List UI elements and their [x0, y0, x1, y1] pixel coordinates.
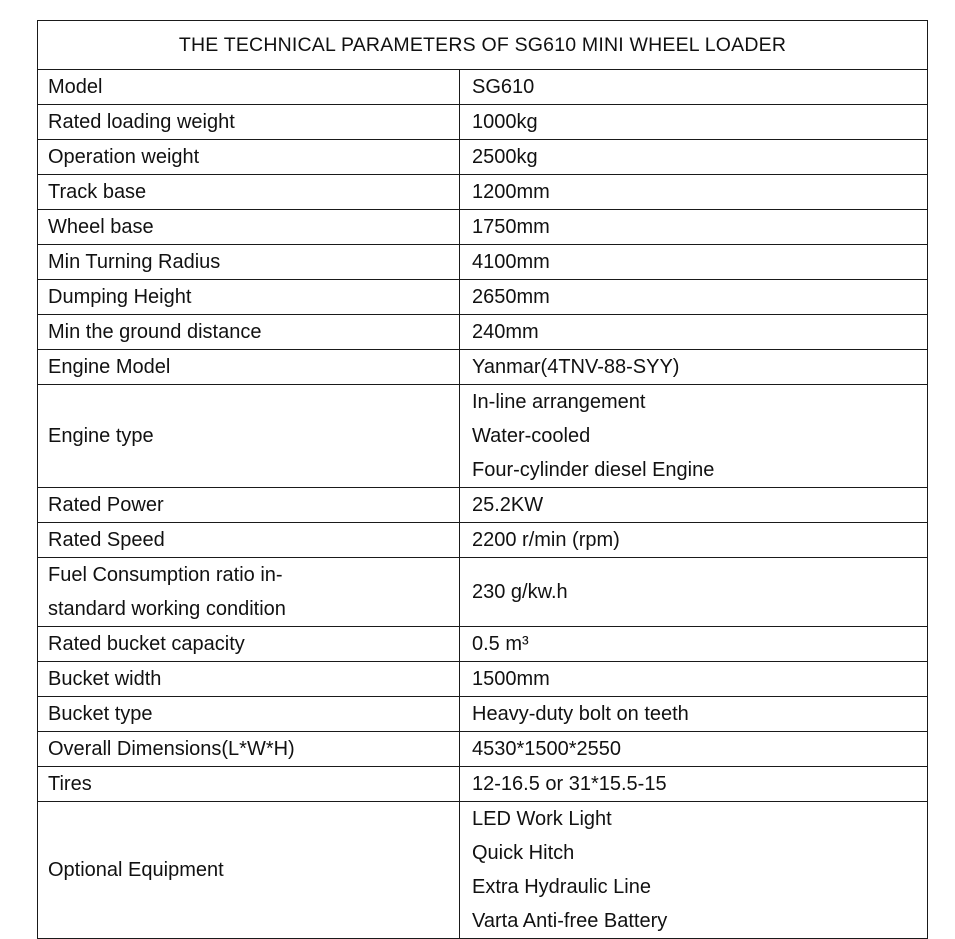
- table-row: [38, 488, 928, 523]
- parameter-label-cell: [38, 767, 460, 802]
- parameter-label-cell: [38, 280, 460, 315]
- parameter-value-cell: [460, 315, 928, 350]
- parameter-value-cell: [460, 280, 928, 315]
- table-row: [38, 175, 928, 210]
- parameter-value-cell: [460, 175, 928, 210]
- parameter-value-cell: [460, 558, 928, 627]
- parameter-value: LED Work Light: [472, 808, 612, 830]
- table-row: [38, 140, 928, 175]
- table-title: THE TECHNICAL PARAMETERS OF SG610 MINI WHEEL LOADER: [38, 21, 928, 70]
- parameter-label: Rated bucket capacity: [48, 633, 245, 655]
- parameter-label-cell: [38, 802, 460, 939]
- parameter-value: 2200 r/min (rpm): [472, 529, 620, 551]
- table-row: [38, 245, 928, 280]
- parameter-value-cell: [460, 767, 928, 802]
- parameter-label-cell: [38, 175, 460, 210]
- parameter-value-cell: [460, 627, 928, 662]
- parameter-label: Track base: [48, 181, 147, 203]
- parameter-value-cell: [460, 488, 928, 523]
- parameter-label: Dumping Height: [48, 286, 192, 308]
- table-row: [38, 697, 928, 732]
- spec-table-body: [38, 21, 928, 939]
- parameter-label: Bucket width: [48, 668, 162, 690]
- parameter-value: Yanmar(4TNV-88-SYY): [472, 356, 680, 378]
- parameter-label: Min Turning Radius: [48, 251, 221, 273]
- parameter-value: 25.2KW: [472, 494, 544, 516]
- parameter-label-cell: [38, 732, 460, 767]
- parameter-label-cell: [38, 70, 460, 105]
- parameter-value: Varta Anti-free Battery: [472, 910, 668, 932]
- parameter-value-cell: [460, 523, 928, 558]
- parameter-value: 2650mm: [472, 286, 550, 308]
- table-row: [38, 105, 928, 140]
- parameter-label-cell: [38, 662, 460, 697]
- parameter-value: 1750mm: [472, 216, 550, 238]
- parameter-label: Rated loading weight: [48, 111, 235, 133]
- parameter-value: 1000kg: [472, 111, 538, 133]
- parameter-value: Water-cooled: [472, 425, 591, 447]
- parameter-label-cell: [38, 385, 460, 488]
- parameter-value: 1200mm: [472, 181, 550, 203]
- table-row: [38, 385, 928, 488]
- parameter-value: Heavy-duty bolt on teeth: [472, 703, 689, 725]
- parameter-label-cell: [38, 210, 460, 245]
- parameter-value-cell: [460, 70, 928, 105]
- parameter-label-cell: [38, 488, 460, 523]
- parameter-value: 4530*1500*2550: [472, 738, 622, 760]
- parameter-label: Model: [48, 76, 103, 98]
- parameter-label: Engine Model: [48, 356, 171, 378]
- parameter-label: Min the ground distance: [48, 321, 262, 343]
- parameter-value: 4100mm: [472, 251, 550, 273]
- table-row: [38, 315, 928, 350]
- parameter-value: Extra Hydraulic Line: [472, 876, 651, 898]
- table-row: [38, 210, 928, 245]
- parameter-label: Fuel Consumption ratio in-: [48, 564, 283, 586]
- parameter-label-cell: [38, 315, 460, 350]
- table-row: [38, 558, 928, 627]
- table-row: [38, 627, 928, 662]
- parameter-label-cell: [38, 627, 460, 662]
- parameter-label: Overall Dimensions(L*W*H): [48, 738, 295, 760]
- parameter-label-cell: [38, 140, 460, 175]
- parameter-label-cell: [38, 558, 460, 627]
- parameter-label: Operation weight: [48, 146, 200, 168]
- table-row: [38, 662, 928, 697]
- parameter-value: SG610: [472, 76, 535, 98]
- parameter-label-cell: [38, 105, 460, 140]
- parameter-value: 240mm: [472, 321, 539, 343]
- parameter-value: In-line arrangement: [472, 391, 646, 413]
- parameter-label-cell: [38, 697, 460, 732]
- table-row: [38, 732, 928, 767]
- parameter-value-cell: [460, 210, 928, 245]
- table-row: [38, 767, 928, 802]
- parameter-label: Tires: [48, 773, 92, 795]
- parameter-value: Quick Hitch: [472, 842, 575, 864]
- parameter-value-cell: [460, 140, 928, 175]
- parameter-value-cell: [460, 802, 928, 939]
- table-row: [38, 523, 928, 558]
- parameter-label: Wheel base: [48, 216, 154, 238]
- parameter-value: 230 g/kw.h: [472, 581, 568, 603]
- parameter-label: standard working condition: [48, 598, 286, 620]
- parameter-label-cell: [38, 245, 460, 280]
- parameter-label: Rated Power: [48, 494, 164, 516]
- parameter-value-cell: [460, 350, 928, 385]
- parameter-label-cell: [38, 523, 460, 558]
- parameter-value-cell: [460, 385, 928, 488]
- parameter-label-cell: [38, 350, 460, 385]
- parameter-label: Optional Equipment: [48, 859, 224, 881]
- title-row: [38, 21, 928, 70]
- parameter-label: Bucket type: [48, 703, 153, 725]
- table-row: [38, 350, 928, 385]
- parameter-value-cell: [460, 697, 928, 732]
- parameter-label: Engine type: [48, 425, 154, 447]
- parameter-value-cell: [460, 662, 928, 697]
- table-row: [38, 70, 928, 105]
- table-row: [38, 280, 928, 315]
- parameter-value-cell: [460, 732, 928, 767]
- table-row: [38, 802, 928, 939]
- parameter-value: 0.5 m³: [472, 633, 529, 655]
- spec-table: [37, 20, 928, 939]
- parameter-value: Four-cylinder diesel Engine: [472, 459, 715, 481]
- parameter-value: 12-16.5 or 31*15.5-15: [472, 773, 667, 795]
- parameter-value-cell: [460, 245, 928, 280]
- parameter-value-cell: [460, 105, 928, 140]
- parameter-value: 1500mm: [472, 668, 550, 690]
- parameter-value: 2500kg: [472, 146, 538, 168]
- parameter-label: Rated Speed: [48, 529, 165, 551]
